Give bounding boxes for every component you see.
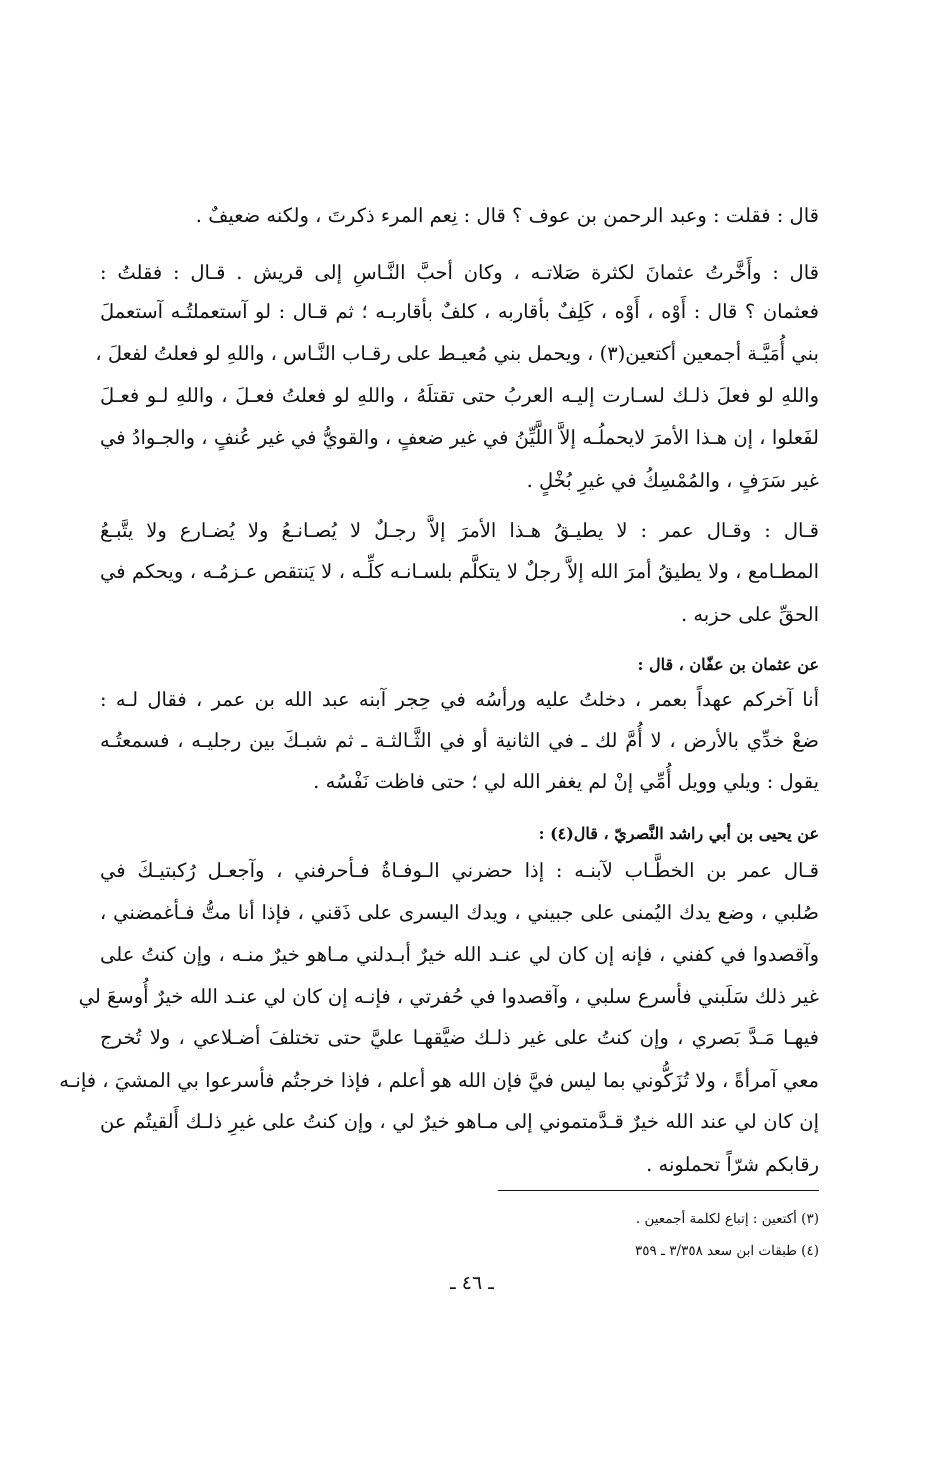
footnote: (٤) طبقات ابن سعد ٣/٣٥٨ ـ ٣٥٩ [634,1243,819,1259]
narrator-heading: عن يحيى بن أبي راشد النَّصريّ ، قال(٤) : [538,824,819,843]
footnote-separator [498,1190,819,1191]
text-line: فعثمان ؟ قال : أَوْه ، أَوْه ، كَلِفٌ بأقاربه ، كلفٌ بأقاربـه ؛ ثم قـال : لو آستعملتُـه آستعملَ [100,300,819,323]
text-line: إن كان لي عند الله خيرٌ قـدَّمتموني إلى مـاهو خيرٌ لي ، وإن كنتُ على غيرِ ذلـك أَلقيتُم عن [100,1110,819,1133]
text-line: وآقصدوا في كفني ، فإنه إن كان لي عنـد الله خيرٌ أبـدلني مـاهو خيرٌ منـه ، وإن كنتُ على [100,943,819,966]
text-line: لفَعلوا ، إن هـذا الأمرَ لايحملُـه إلاَّ اللَّيِّنُ في غير ضعفٍ ، والقويُّ في غير عُنفٍ ، والجـوادُ في [100,426,819,449]
text-line: غير ذلك سَلَبني فأسرع سلبي ، وآقصدوا في حُفرتي ، فإنـه إن كان لي عنـد الله خيرٌ أُوسعَ لي [78,985,819,1008]
text-line: بني أُمَيَّـة أجمعين أكتعين(٣) ، ويحمل بني مُعيـط على رقـاب النَّـاس ، واللهِ لو فعلتُ لفعلَ ، [95,342,819,365]
text-line: غير سَرَفٍ ، والمُمْسِكُ في غيرِ بُخْلٍ . [526,469,819,492]
text-line: رقابكم شرّاً تحملونه . [646,1153,819,1176]
text-line: واللهِ لو فعلَ ذلـك لسـارت إليـه العربُ حتى تقتلَهُ ، واللهِ لو فعلتُ فعـلَ ، واللهِ لـو فعـلَ [100,384,819,407]
footnote: (٣) أكتعين : إتباع لكلمة أجمعين . [635,1211,819,1227]
text-line: المطـامع ، ولا يطيقُ أمرَ الله إلاَّ رجلٌ لا يتكلَّم بلسـانـه كلِّـه ، لا يَنتقص عـزمُـه ، ويحكم في [100,560,819,583]
page-number: ـ ٤٦ ـ [450,1272,494,1294]
text-line: الحقِّ على حزبه . [680,603,819,626]
narrator-heading: عن عثمان بن عفّان ، قال : [637,655,819,674]
text-line: قـال عمر بن الخطَّـاب لآبنـه : إذا حضرني الـوفـاةُ فـأحرفني ، وآجعـل رُكبتيـكَ في [100,859,819,882]
text-line: يقول : ويلي وويل أُمِّي إنْ لم يغفر الله لي ؛ حتى فاظت نَفْسُه . [313,770,819,793]
text-line: قال : وأَخَّرتُ عثمانَ لكثرة صَلاتـه ، وكان أحبَّ النَّـاسِ إلى قريش . قـال : فقلتُ : [100,261,819,284]
text-line: قـال : وقـال عمر : لا يطيـقُ هـذا الأمرَ إلاَّ رجـلٌ لا يُصـانـعُ ولا يُضـارع ولا يتَّبـعُ [100,519,819,542]
text-line: فيهـا مَـدَّ بَصري ، وإن كنتُ على غير ذلـك ضيَّقهـا عليَّ حتى تختلفَ أضـلاعي ، ولا تُخرج [100,1026,819,1049]
text-line: صُلبي ، وضع يدك اليُمنى على جبيني ، ويدك اليسرى على ذَقني ، فإذا أنا متُّ فـأغمضني ، [100,901,819,924]
text-line: معي آمرأةً ، ولا تُزَكُّوني بما ليس فيَّ فإن الله هو أعلم ، فإذا خرجتُم فأسرعوا بي المشيَ ، فإنـه [59,1069,819,1092]
text-line: قال : فقلت : وعبد الرحمن بن عوف ؟ قال : نِعم المرء ذكرتَ ، ولكنه ضعيفٌ . [195,204,819,227]
text-line: ضعْ خدِّي بالأرض ، لا أُمَّ لك ـ في الثانية أو في الثَّـالثـة ـ ثم شبـكَ بين رجليـه ، فسمعتُـه [100,729,819,752]
text-line: أنا آخركم عهداً بعمر ، دخلتُ عليه ورأسُه في حِجر آبنه عبد الله بن عمر ، فقال لـه : [100,688,819,711]
